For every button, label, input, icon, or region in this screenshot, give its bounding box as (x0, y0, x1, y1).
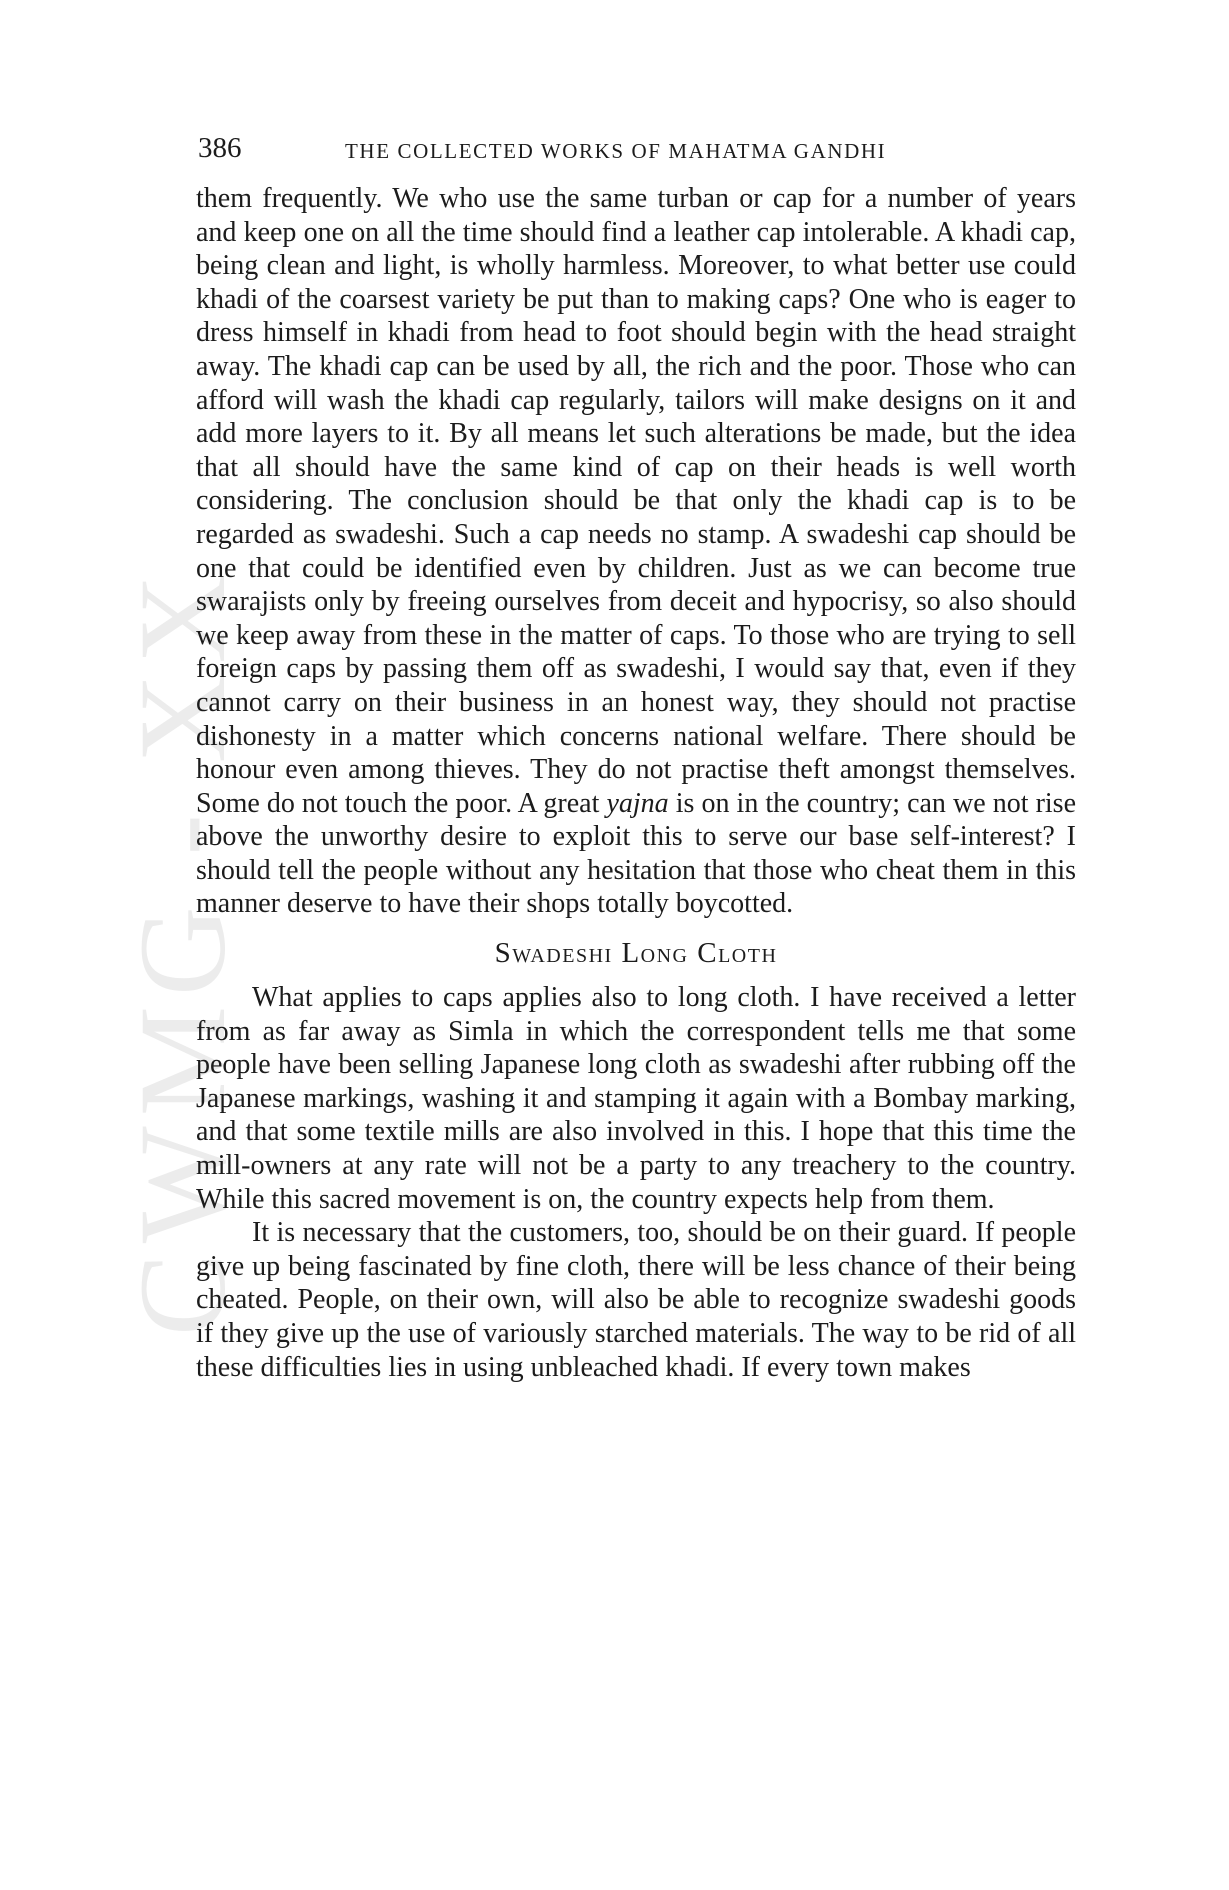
paragraph-1-text-a: them frequently. We who use the same turban or cap for a number of years and keep one on all the time should find a leather cap intolerable. A khadi cap, being clean and light, is wholly harmless. Moreover, to what better use could khadi of the coarsest variety be put than to making caps? One who is eager to dress himself in khadi from head to foot should begin with the head straight away. The khadi cap can be used by all, the rich and the poor. Those who can afford will wash the khadi cap regularly, tailors will make designs on it and add more layers to it. By all means let such alterations be made, but the idea that all should have the same kind of cap on their heads is well worth considering. The conclusion should be that only the khadi cap is to be regarded as swadeshi. Such a cap needs no stamp. A swadeshi cap should be one that could be identified even by children. Just as we can become true swarajists only by freeing ourselves from deceit and hypocrisy, so also should we keep away from these in the matter of caps. To those who are trying to sell foreign caps by passing them off as swadeshi, I would say that, even if they cannot carry on their business in an honest way, they should not practise dishonesty in a matter which concerns national welfare. There should be honour even among thieves. They do not practise theft amongst themselves. Some do not touch the poor. A great (196, 183, 1076, 819)
paragraph-2: What applies to caps applies also to long cloth. I have received a letter from as far away as Simla in which the correspondent tells me that some people have been selling Japanese long cloth as swadeshi after rubbing off the Japanese markings, washing it and stamping it again with a Bombay marking, and that some textile mills are also involved in this. I hope that this time the mill-owners at any rate will not be a party to any treachery to the country. While this sacred movement is on, the country expects help from them. (196, 982, 1076, 1215)
paragraph-1-text-b: is on in the country; can we not rise above the unworthy desire to exploit this to serve our base self-interest? I should tell the people without any hesitation that those who cheat them in this manner deserve to have their shops totally boycotted. (196, 787, 1077, 920)
page-number: 386 (198, 132, 242, 164)
running-head: THE COLLECTED WORKS OF MAHATMA GANDHI (345, 139, 887, 163)
page-header (195, 128, 1075, 168)
watermark-text: CWMG - XX (114, 564, 251, 1336)
paragraph-1 (196, 182, 1076, 921)
italic-term: yajna (606, 787, 669, 819)
section-heading: Swadeshi Long Cloth (494, 937, 778, 970)
paragraph-3: It is necessary that the customers, too, should be on their guard. If people give up being fascinated by fine cloth, there will be less chance of their being cheated. People, on their own, will also be able to recognize swadeshi goods if they give up the use of variously starched materials. The way to be rid of all these difficulties lies in using unbleached khadi. If every town makes (196, 1217, 1076, 1383)
page-body (196, 182, 1076, 1384)
